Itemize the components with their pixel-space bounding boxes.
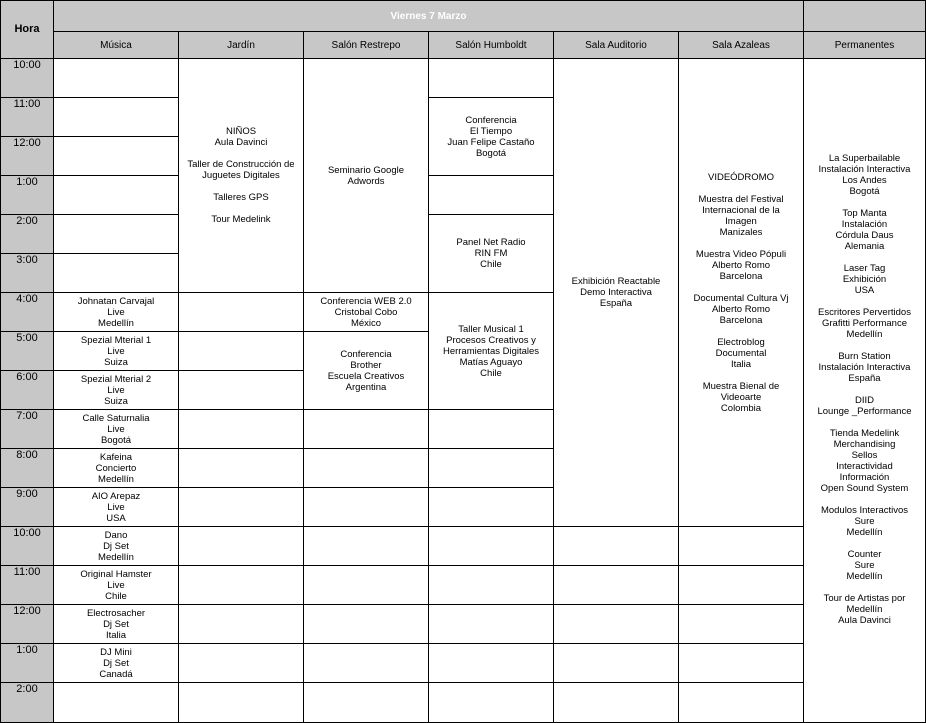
event-line: Tour de Artistas por xyxy=(823,593,906,604)
event-line: Alberto Romo xyxy=(711,303,771,315)
restrepo-slot xyxy=(304,605,429,644)
event-line: Live xyxy=(107,384,125,396)
event-line: Sellos xyxy=(851,450,878,461)
hour-label: 6:00 xyxy=(0,371,54,410)
column-header-azaleas: Sala Azaleas xyxy=(679,32,804,59)
event-line: Manizales xyxy=(719,226,763,238)
event-line: Live xyxy=(107,579,125,591)
event-line: Italia xyxy=(730,358,752,370)
event-line: Dj Set xyxy=(103,540,129,552)
event-line: Exhibición Reactable xyxy=(571,276,661,287)
auditorio-slot xyxy=(554,527,679,566)
restrepo-slot xyxy=(304,410,429,449)
musica-slot xyxy=(54,254,179,293)
restrepo-event xyxy=(304,332,429,410)
event-line: Sure xyxy=(854,560,875,571)
jardin-slot xyxy=(179,332,304,371)
event-line: Top Manta xyxy=(842,208,887,219)
hour-label: 8:00 xyxy=(0,449,54,488)
event-line: Medellín xyxy=(846,527,883,538)
event-line: Juan Felipe Castaño xyxy=(447,136,535,148)
event-line: Tour Medelink xyxy=(211,214,271,225)
column-header-auditorio: Sala Auditorio xyxy=(554,32,679,59)
event-line: Taller de Construcción de xyxy=(187,159,295,170)
event-line: Barcelona xyxy=(719,314,763,326)
humboldt-slot xyxy=(429,59,554,98)
event-line: Exhibición xyxy=(842,274,887,285)
jardin-slot xyxy=(179,293,304,332)
auditorio-slot xyxy=(554,644,679,683)
event-line: Instalación Interactiva xyxy=(818,164,911,175)
azaleas-slot xyxy=(679,605,804,644)
event-line: Panel Net Radio xyxy=(456,237,526,248)
event-line: Aula Davinci xyxy=(214,137,268,148)
event-line: Instalación xyxy=(841,219,888,230)
event-line: Open Sound System xyxy=(820,483,909,494)
event-line: Dj Set xyxy=(103,618,129,630)
permanentes-header-top xyxy=(804,0,926,32)
hour-label: 12:00 xyxy=(0,137,54,176)
event-line: Live xyxy=(107,306,125,318)
event-line: Muestra del Festival xyxy=(698,193,784,205)
event-line: Conferencia WEB 2.0 xyxy=(320,295,412,307)
jardin-slot xyxy=(179,527,304,566)
azaleas-slot xyxy=(679,644,804,683)
event-line: Tienda Medelink xyxy=(829,428,900,439)
event-line: Counter xyxy=(847,549,882,560)
event-line: Medellín xyxy=(846,604,883,615)
event-line: Seminario Google xyxy=(327,164,405,176)
hour-label: 5:00 xyxy=(0,332,54,371)
event-line: Taller Musical 1 xyxy=(458,323,524,335)
musica-event xyxy=(54,644,179,683)
event-line: Grafitti Performance xyxy=(822,318,907,329)
event-line: Live xyxy=(107,423,125,435)
event-line: Talleres GPS xyxy=(213,192,269,203)
event-line: Dano xyxy=(104,529,128,541)
hour-label: 11:00 xyxy=(0,566,54,605)
hour-label: 4:00 xyxy=(0,293,54,332)
event-line: Medellín xyxy=(846,571,883,582)
humboldt-slot xyxy=(429,644,554,683)
event-line: España xyxy=(848,373,881,384)
event-line: Burn Station xyxy=(838,351,891,362)
date-header: Viernes 7 Marzo xyxy=(54,0,804,32)
event-line: Italia xyxy=(105,629,127,641)
event-line: Medellín xyxy=(846,329,883,340)
hour-label: 2:00 xyxy=(0,683,54,723)
event-line: Bogotá xyxy=(475,147,507,159)
hora-header: Hora xyxy=(0,0,54,59)
musica-slot xyxy=(54,59,179,98)
hour-label: 11:00 xyxy=(0,98,54,137)
musica-event xyxy=(54,449,179,488)
event-line: Electroblog xyxy=(717,336,765,348)
event-line: NIÑOS xyxy=(225,126,257,137)
event-line: Concierto xyxy=(95,462,137,474)
musica-slot xyxy=(54,98,179,137)
event-line: Matías Aguayo xyxy=(459,356,523,368)
event-line: Internacional de la xyxy=(702,204,780,216)
event-line: AIO Arepaz xyxy=(91,490,141,502)
event-line: Aula Davinci xyxy=(838,615,891,626)
event-line: Alberto Romo xyxy=(711,259,771,271)
event-line: Juguetes Digitales xyxy=(202,170,280,181)
event-line: Muestra Bienal de xyxy=(702,380,780,392)
musica-slot xyxy=(54,215,179,254)
event-line: Adwords xyxy=(347,175,385,187)
event-line: Conferencia xyxy=(465,114,517,126)
event-line: Muestra Video Pópuli xyxy=(695,248,787,260)
auditorio-event xyxy=(554,59,679,527)
restrepo-event xyxy=(304,293,429,332)
restrepo-slot xyxy=(304,683,429,723)
event-line: Bogotá xyxy=(100,434,132,446)
column-header-musica: Música xyxy=(54,32,179,59)
event-line: Colombia xyxy=(720,402,762,414)
event-line: Johnatan Carvajal xyxy=(77,295,155,307)
hour-label: 1:00 xyxy=(0,644,54,683)
event-line: Suiza xyxy=(104,356,128,368)
event-line: Original Hamster xyxy=(80,568,152,580)
event-line: Los Andes xyxy=(842,175,887,186)
musica-event xyxy=(54,605,179,644)
restrepo-slot xyxy=(304,644,429,683)
event-line: Live xyxy=(107,345,125,357)
event-line: Chile xyxy=(480,367,502,379)
event-line: Spezial Mterial 2 xyxy=(80,373,152,385)
musica-slot xyxy=(54,683,179,723)
humboldt-event xyxy=(429,98,554,176)
event-line: El Tiempo xyxy=(469,125,513,137)
column-header-jardin: Jardín xyxy=(179,32,304,59)
jardin-slot xyxy=(179,644,304,683)
musica-event xyxy=(54,488,179,527)
restrepo-slot xyxy=(304,449,429,488)
event-line: Kafeina xyxy=(99,451,133,463)
azaleas-event xyxy=(679,59,804,527)
hour-label: 10:00 xyxy=(0,59,54,98)
humboldt-slot xyxy=(429,449,554,488)
hour-label: 3:00 xyxy=(0,254,54,293)
humboldt-slot xyxy=(429,683,554,723)
event-line: Videoarte xyxy=(720,391,762,403)
azaleas-slot xyxy=(679,566,804,605)
event-line: Documental xyxy=(715,347,767,359)
event-line: Brother xyxy=(350,359,382,371)
event-line: Información xyxy=(839,472,890,483)
musica-event xyxy=(54,527,179,566)
restrepo-event xyxy=(304,59,429,293)
musica-event xyxy=(54,371,179,410)
event-line: Córdula Daus xyxy=(835,230,894,241)
jardin-slot xyxy=(179,605,304,644)
auditorio-slot xyxy=(554,566,679,605)
event-line: Conferencia xyxy=(340,348,392,360)
humboldt-event xyxy=(429,293,554,410)
event-line: Lounge _Performance xyxy=(817,406,912,417)
hour-label: 7:00 xyxy=(0,410,54,449)
event-line: Instalación Interactiva xyxy=(818,362,911,373)
event-line: Modulos Interactivos xyxy=(820,505,909,516)
musica-event xyxy=(54,293,179,332)
event-line: México xyxy=(350,317,382,329)
humboldt-slot xyxy=(429,410,554,449)
event-line: Barcelona xyxy=(719,270,763,282)
jardin-slot xyxy=(179,371,304,410)
humboldt-slot xyxy=(429,605,554,644)
permanentes-event xyxy=(804,59,926,723)
event-line: VIDEÓDROMO xyxy=(708,171,774,183)
restrepo-slot xyxy=(304,527,429,566)
musica-event xyxy=(54,410,179,449)
restrepo-slot xyxy=(304,488,429,527)
event-line: Chile xyxy=(480,259,502,270)
event-line: Dj Set xyxy=(103,657,129,669)
event-line: Sure xyxy=(854,516,875,527)
musica-event xyxy=(54,332,179,371)
event-line: DJ Mini xyxy=(100,646,132,658)
event-line: Spezial Mterial 1 xyxy=(80,334,152,346)
hour-label: 1:00 xyxy=(0,176,54,215)
hour-label: 12:00 xyxy=(0,605,54,644)
event-line: La Superbailable xyxy=(828,153,901,164)
humboldt-slot xyxy=(429,527,554,566)
azaleas-slot xyxy=(679,683,804,723)
event-line: Interactividad xyxy=(836,461,893,472)
event-line: Argentina xyxy=(345,381,387,393)
musica-event xyxy=(54,566,179,605)
auditorio-slot xyxy=(554,683,679,723)
event-line: Chile xyxy=(105,590,127,602)
auditorio-slot xyxy=(554,605,679,644)
event-line: Herramientas Digitales xyxy=(442,345,540,357)
event-line: Medellín xyxy=(98,317,134,329)
event-line: Medellín xyxy=(98,473,134,485)
restrepo-slot xyxy=(304,566,429,605)
event-line: España xyxy=(599,298,633,309)
event-line: Demo Interactiva xyxy=(580,287,652,298)
humboldt-event xyxy=(429,215,554,293)
jardin-slot xyxy=(179,488,304,527)
event-line: Alemania xyxy=(844,241,885,252)
hour-label: 2:00 xyxy=(0,215,54,254)
event-line: Cristobal Cobo xyxy=(334,306,398,318)
jardin-event xyxy=(179,59,304,293)
column-header-permanentes: Permanentes xyxy=(804,32,926,59)
event-line: Procesos Creativos y xyxy=(446,334,536,346)
event-line: Escuela Creativos xyxy=(327,370,405,382)
jardin-slot xyxy=(179,566,304,605)
event-line: Live xyxy=(107,501,125,513)
event-line: Laser Tag xyxy=(843,263,886,274)
event-line: Escritores Pervertidos xyxy=(818,307,911,318)
event-line: USA xyxy=(106,512,126,524)
event-line: Suiza xyxy=(104,395,128,407)
event-line: Bogotá xyxy=(849,186,880,197)
musica-slot xyxy=(54,176,179,215)
jardin-slot xyxy=(179,683,304,723)
humboldt-slot xyxy=(429,566,554,605)
azaleas-slot xyxy=(679,527,804,566)
event-line: USA xyxy=(854,285,875,296)
humboldt-slot xyxy=(429,488,554,527)
jardin-slot xyxy=(179,410,304,449)
hour-label: 9:00 xyxy=(0,488,54,527)
event-line: Documental Cultura Vj xyxy=(693,292,789,304)
event-line: DIID xyxy=(855,395,874,406)
jardin-slot xyxy=(179,449,304,488)
event-line: Electrosacher xyxy=(86,607,146,619)
event-line: Canadá xyxy=(99,668,133,680)
hour-label: 10:00 xyxy=(0,527,54,566)
event-line: Calle Saturnalia xyxy=(82,412,150,424)
event-line: RIN FM xyxy=(474,248,508,259)
column-header-restrepo: Salón Restrepo xyxy=(304,32,429,59)
musica-slot xyxy=(54,137,179,176)
event-line: Medellín xyxy=(98,551,134,563)
column-header-humboldt: Salón Humboldt xyxy=(429,32,554,59)
event-line: Imagen xyxy=(725,215,757,227)
event-line: Merchandising xyxy=(833,439,896,450)
humboldt-slot xyxy=(429,176,554,215)
